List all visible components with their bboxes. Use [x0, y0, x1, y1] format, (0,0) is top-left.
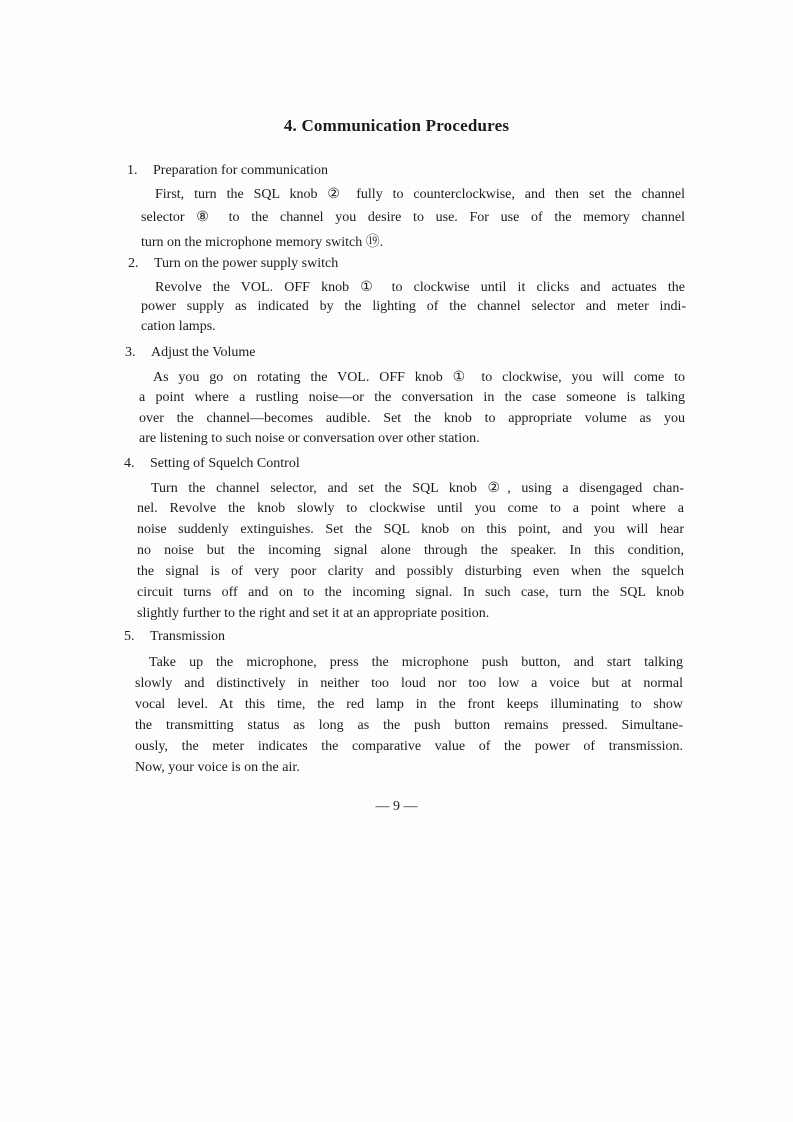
paragraph-line: vocal level. At this time, the red lamp in the front keeps illuminating to show: [135, 697, 683, 712]
paragraph-line: slowly and distinctively in neither too loud nor too low a voice but at normal: [135, 676, 683, 691]
paragraph-line: selector ⑧ to the channel you desire to use. For use of the memory channel: [141, 210, 685, 225]
paragraph-line: over the channel—becomes audible. Set the knob to appropriate volume as you: [139, 411, 685, 426]
paragraph-line: Take up the microphone, press the microphone push button, and start talking: [149, 655, 683, 670]
section-number: 2.: [128, 256, 139, 271]
paragraph-line: slightly further to the right and set it at an appropriate position.: [137, 606, 490, 621]
section-title: Adjust the Volume: [151, 345, 256, 360]
section-number: 3.: [125, 345, 136, 360]
paragraph-line: the signal is of very poor clarity and possibly disturbing even when the squelch: [137, 564, 684, 579]
paragraph-line: turn on the microphone memory switch ⑲.: [141, 235, 384, 250]
section-title: Setting of Squelch Control: [150, 456, 300, 471]
paragraph-line: Turn the channel selector, and set the SQL knob ②, using a disengaged chan-: [151, 481, 684, 496]
paragraph-line: power supply as indicated by the lighting of the channel selector and meter indi-: [141, 299, 686, 314]
paragraph-line: As you go on rotating the VOL. OFF knob ① to clockwise, you will come to: [153, 370, 685, 385]
paragraph-line: Revolve the VOL. OFF knob ① to clockwise until it clicks and actuates the: [155, 280, 685, 295]
paragraph-line: Now, your voice is on the air.: [135, 760, 300, 775]
page-title: 4. Communication Procedures: [283, 116, 510, 135]
paragraph-line: the transmitting status as long as the push button remains pressed. Simultane-: [135, 718, 683, 733]
paragraph-line: cation lamps.: [141, 319, 216, 334]
section-number: 1.: [127, 163, 138, 178]
paragraph-line: circuit turns off and on to the incoming signal. In such case, turn the SQL knob: [137, 585, 684, 600]
section-title: Transmission: [150, 629, 225, 644]
section-title: Preparation for communication: [153, 163, 328, 178]
page-number: — 9 —: [375, 799, 418, 814]
paragraph-line: a point where a rustling noise—or the conversation in the case someone is talking: [139, 390, 685, 405]
section-number: 4.: [124, 456, 135, 471]
paragraph-line: First, turn the SQL knob ② fully to counterclockwise, and then set the channel: [155, 187, 685, 202]
section-title: Turn on the power supply switch: [154, 256, 339, 271]
section-number: 5.: [124, 629, 135, 644]
paragraph-line: ously, the meter indicates the comparative value of the power of transmission.: [135, 739, 683, 754]
paragraph-line: are listening to such noise or conversation over other station.: [139, 431, 480, 446]
paragraph-line: noise suddenly extinguishes. Set the SQL knob on this point, and you will hear: [137, 522, 684, 537]
paragraph-line: nel. Revolve the knob slowly to clockwise until you come to a point where a: [137, 501, 684, 516]
paragraph-line: no noise but the incoming signal alone through the speaker. In this condition,: [137, 543, 684, 558]
